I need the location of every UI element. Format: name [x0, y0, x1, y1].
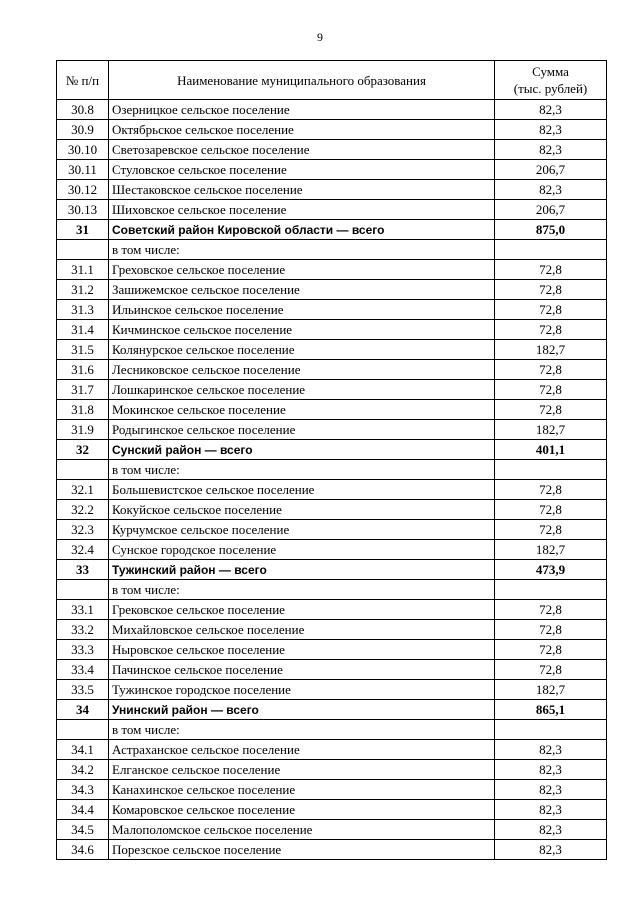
row-number: 33.4: [57, 660, 109, 680]
row-sum: 82,3: [495, 800, 607, 820]
row-name: Комаровское сельское поселение: [109, 800, 495, 820]
row-sum: 82,3: [495, 740, 607, 760]
table-row: [57, 740, 607, 760]
row-sum: 206,7: [495, 200, 607, 220]
row-sum: 72,8: [495, 280, 607, 300]
row-name: Советский район Кировской области — всего: [109, 220, 495, 240]
table-row: [57, 840, 607, 860]
row-name: Октябрьское сельское поселение: [109, 120, 495, 140]
row-name: Унинский район — всего: [109, 700, 495, 720]
row-number: 33: [57, 560, 109, 580]
table-row: [57, 780, 607, 800]
row-name: Пачинское сельское поселение: [109, 660, 495, 680]
table-row: [57, 480, 607, 500]
row-name: Астраханское сельское поселение: [109, 740, 495, 760]
row-sum: 182,7: [495, 540, 607, 560]
row-number: 31.7: [57, 380, 109, 400]
row-number: 33.3: [57, 640, 109, 660]
header-sum-line2: (тыс. рублей): [513, 81, 588, 96]
table-body: [57, 100, 607, 860]
row-sum: 72,8: [495, 380, 607, 400]
row-sum: 72,8: [495, 640, 607, 660]
row-number: 31.4: [57, 320, 109, 340]
row-sum: 182,7: [495, 340, 607, 360]
table-row: [57, 760, 607, 780]
table-row-total: [57, 220, 607, 240]
row-number: 32.4: [57, 540, 109, 560]
row-number: 31.1: [57, 260, 109, 280]
row-sum: 82,3: [495, 180, 607, 200]
row-name: Шестаковское сельское поселение: [109, 180, 495, 200]
row-name: Большевистское сельское поселение: [109, 480, 495, 500]
row-sum: 82,3: [495, 840, 607, 860]
table-row: [57, 800, 607, 820]
header-sum-line1: Сумма: [532, 64, 569, 79]
row-sum: 72,8: [495, 620, 607, 640]
row-number: [57, 240, 109, 260]
page-number: 9: [317, 30, 323, 44]
row-number: 34.2: [57, 760, 109, 780]
row-sum: 82,3: [495, 120, 607, 140]
row-sum: 182,7: [495, 420, 607, 440]
allocation-table: [56, 60, 607, 860]
table-row-subheading: [57, 240, 607, 260]
row-number: 34.6: [57, 840, 109, 860]
row-sum: 72,8: [495, 300, 607, 320]
row-number: 34.4: [57, 800, 109, 820]
row-number: 31: [57, 220, 109, 240]
row-name: в том числе:: [109, 720, 495, 740]
header-number: № п/п: [57, 61, 109, 100]
row-name: Ильинское сельское поселение: [109, 300, 495, 320]
row-sum: 72,8: [495, 400, 607, 420]
row-number: 31.9: [57, 420, 109, 440]
row-name: Стуловское сельское поселение: [109, 160, 495, 180]
row-number: 34: [57, 700, 109, 720]
row-number: [57, 580, 109, 600]
row-sum: [495, 240, 607, 260]
table-row: [57, 280, 607, 300]
table-row: [57, 120, 607, 140]
row-name: Кичминское сельское поселение: [109, 320, 495, 340]
table-row-subheading: [57, 460, 607, 480]
table-row: [57, 300, 607, 320]
row-number: 31.8: [57, 400, 109, 420]
row-sum: 401,1: [495, 440, 607, 460]
row-sum: 72,8: [495, 500, 607, 520]
row-number: 33.2: [57, 620, 109, 640]
row-sum: [495, 460, 607, 480]
table-header: [57, 61, 607, 100]
row-name: Греховское сельское поселение: [109, 260, 495, 280]
header-row: [57, 61, 607, 100]
row-name: Мокинское сельское поселение: [109, 400, 495, 420]
table-row-total: [57, 440, 607, 460]
row-sum: 82,3: [495, 140, 607, 160]
row-name: Тужинское городское поселение: [109, 680, 495, 700]
table-row: [57, 600, 607, 620]
row-sum: [495, 580, 607, 600]
row-sum: 72,8: [495, 360, 607, 380]
table-row: [57, 340, 607, 360]
row-number: [57, 460, 109, 480]
table-row: [57, 540, 607, 560]
row-sum: 82,3: [495, 820, 607, 840]
row-sum: 865,1: [495, 700, 607, 720]
row-name: Колянурское сельское поселение: [109, 340, 495, 360]
table-row: [57, 660, 607, 680]
row-name: Канахинское сельское поселение: [109, 780, 495, 800]
row-sum: 72,8: [495, 320, 607, 340]
row-sum: 82,3: [495, 780, 607, 800]
row-number: 34.5: [57, 820, 109, 840]
row-name: Зашижемское сельское поселение: [109, 280, 495, 300]
row-number: 33.5: [57, 680, 109, 700]
row-name: в том числе:: [109, 580, 495, 600]
row-sum: 72,8: [495, 520, 607, 540]
row-number: 31.5: [57, 340, 109, 360]
row-name: Сунский район — всего: [109, 440, 495, 460]
row-number: 30.11: [57, 160, 109, 180]
table-row: [57, 160, 607, 180]
row-number: 30.13: [57, 200, 109, 220]
row-name: Грековское сельское поселение: [109, 600, 495, 620]
row-number: 32: [57, 440, 109, 460]
table-row: [57, 200, 607, 220]
table-row: [57, 620, 607, 640]
table-row-subheading: [57, 580, 607, 600]
row-number: 31.6: [57, 360, 109, 380]
row-sum: 82,3: [495, 760, 607, 780]
row-number: 33.1: [57, 600, 109, 620]
row-name: Родыгинское сельское поселение: [109, 420, 495, 440]
header-sum: [495, 61, 607, 100]
row-sum: 182,7: [495, 680, 607, 700]
table-row: [57, 420, 607, 440]
row-name: Порезское сельское поселение: [109, 840, 495, 860]
row-sum: 875,0: [495, 220, 607, 240]
row-number: 32.2: [57, 500, 109, 520]
row-number: 31.2: [57, 280, 109, 300]
row-number: 32.3: [57, 520, 109, 540]
row-number: 30.9: [57, 120, 109, 140]
row-name: Светозаревское сельское поселение: [109, 140, 495, 160]
row-name: в том числе:: [109, 460, 495, 480]
row-sum: 72,8: [495, 480, 607, 500]
row-name: Ныровское сельское поселение: [109, 640, 495, 660]
row-name: Озерницкое сельское поселение: [109, 100, 495, 120]
table-row: [57, 380, 607, 400]
row-sum: [495, 720, 607, 740]
table-row: [57, 640, 607, 660]
row-name: Тужинский район — всего: [109, 560, 495, 580]
row-name: Михайловское сельское поселение: [109, 620, 495, 640]
table-row: [57, 180, 607, 200]
table-row: [57, 680, 607, 700]
row-sum: 473,9: [495, 560, 607, 580]
row-name: Шиховское сельское поселение: [109, 200, 495, 220]
table-row-total: [57, 700, 607, 720]
row-number: [57, 720, 109, 740]
row-name: Малополомское сельское поселение: [109, 820, 495, 840]
table-row: [57, 400, 607, 420]
row-name: Лошкаринское сельское поселение: [109, 380, 495, 400]
table-row: [57, 500, 607, 520]
row-number: 30.8: [57, 100, 109, 120]
row-name: Елганское сельское поселение: [109, 760, 495, 780]
row-name: Сунское городское поселение: [109, 540, 495, 560]
table-row: [57, 260, 607, 280]
row-name: Курчумское сельское поселение: [109, 520, 495, 540]
row-number: 32.1: [57, 480, 109, 500]
row-name: Лесниковское сельское поселение: [109, 360, 495, 380]
table-row: [57, 520, 607, 540]
row-sum: 206,7: [495, 160, 607, 180]
row-sum: 82,3: [495, 100, 607, 120]
row-number: 31.3: [57, 300, 109, 320]
row-number: 30.12: [57, 180, 109, 200]
header-name: Наименование муниципального образования: [109, 61, 495, 100]
row-name: Кокуйское сельское поселение: [109, 500, 495, 520]
row-number: 30.10: [57, 140, 109, 160]
table-row-total: [57, 560, 607, 580]
table-row: [57, 360, 607, 380]
row-sum: 72,8: [495, 660, 607, 680]
row-name: в том числе:: [109, 240, 495, 260]
table-row: [57, 140, 607, 160]
row-sum: 72,8: [495, 260, 607, 280]
table-row-subheading: [57, 720, 607, 740]
row-sum: 72,8: [495, 600, 607, 620]
table-row: [57, 820, 607, 840]
table-row: [57, 100, 607, 120]
table-row: [57, 320, 607, 340]
row-number: 34.1: [57, 740, 109, 760]
row-number: 34.3: [57, 780, 109, 800]
